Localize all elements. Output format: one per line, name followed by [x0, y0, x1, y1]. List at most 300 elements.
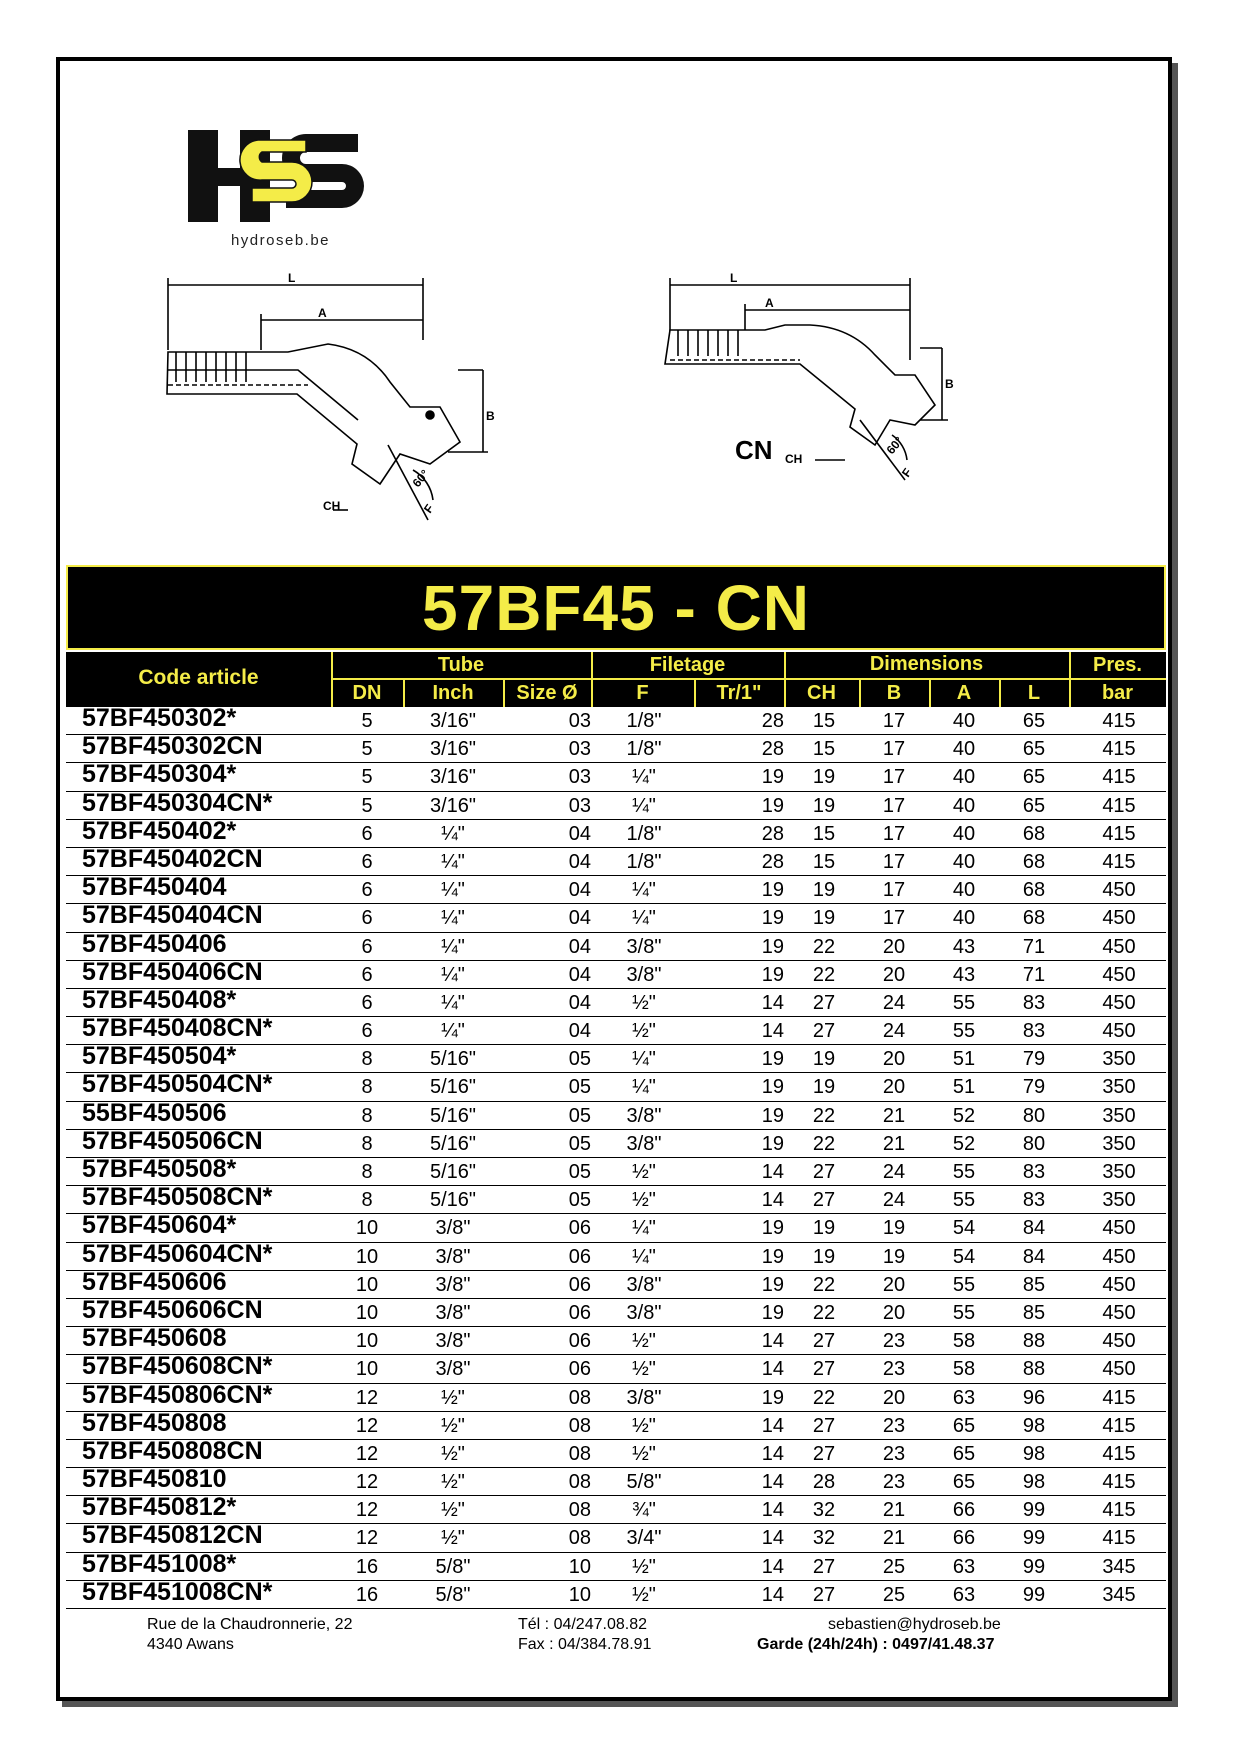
- dn-cell: 6: [361, 907, 373, 930]
- b-cell: 25: [882, 1583, 906, 1606]
- dn-cell: 10: [355, 1273, 379, 1296]
- size-cell: 10: [568, 1583, 591, 1606]
- l-cell: 65: [1022, 766, 1046, 789]
- svg-text:F: F: [420, 501, 437, 516]
- a-cell: 40: [952, 738, 976, 761]
- size-cell: 06: [568, 1245, 591, 1268]
- inch-cell: ¼": [441, 907, 465, 930]
- table-row: [66, 873, 1166, 904]
- footer-garde: Garde (24h/24h) : 0497/41.48.37: [757, 1636, 995, 1653]
- b-cell: 20: [882, 963, 906, 986]
- svg-text:A: A: [318, 306, 327, 320]
- inch-cell: 3/16": [429, 738, 477, 761]
- inch-cell: ¼": [441, 879, 465, 902]
- dn-cell: 5: [361, 794, 373, 817]
- l-cell: 68: [1022, 850, 1046, 873]
- a-cell: 58: [952, 1358, 976, 1381]
- l-cell: 71: [1022, 963, 1046, 986]
- size-cell: 08: [568, 1471, 591, 1494]
- inch-cell: ¼": [441, 822, 465, 845]
- dn-cell: 8: [361, 1132, 373, 1155]
- bar-cell: 415: [1102, 1442, 1136, 1465]
- code-cell: 57BF450302CN: [82, 732, 263, 761]
- l-cell: 98: [1022, 1442, 1046, 1465]
- a-cell: 40: [952, 879, 976, 902]
- table-row: [66, 1126, 1166, 1158]
- code-cell: 57BF450304CN*: [82, 788, 273, 817]
- a-cell: 54: [952, 1245, 976, 1268]
- b-cell: 24: [882, 1189, 906, 1212]
- dn-cell: 8: [361, 1104, 373, 1127]
- inch-cell: 5/16": [429, 1189, 477, 1212]
- dn-cell: 10: [355, 1330, 379, 1353]
- ch-cell: 22: [812, 935, 836, 958]
- ch-cell: 19: [812, 766, 836, 789]
- dn-cell: 8: [361, 1161, 373, 1183]
- l-cell: 65: [1022, 710, 1046, 732]
- bar-cell: 450: [1102, 1020, 1136, 1043]
- code-cell: 57BF450406CN: [82, 957, 263, 986]
- dn-cell: 6: [361, 935, 373, 958]
- l-cell: 88: [1022, 1330, 1046, 1353]
- code-cell: 57BF450812CN: [82, 1521, 263, 1550]
- tr-cell: 28: [761, 822, 784, 845]
- inch-cell: 3/8": [435, 1301, 471, 1324]
- ch-cell: 15: [812, 738, 836, 761]
- code-cell: 57BF450608CN*: [82, 1352, 273, 1381]
- size-cell: 04: [568, 963, 591, 986]
- table-row: [66, 1380, 1166, 1412]
- tr-cell: 19: [761, 963, 784, 986]
- bar-cell: 350: [1102, 1048, 1136, 1071]
- tr-cell: 19: [761, 1245, 784, 1268]
- size-cell: 05: [568, 1189, 591, 1212]
- a-cell: 51: [952, 1048, 976, 1071]
- tr-cell: 14: [761, 1189, 784, 1212]
- table-row: [66, 1521, 1166, 1552]
- bar-cell: 415: [1102, 1471, 1136, 1494]
- inch-cell: 5/16": [429, 1132, 477, 1155]
- tr-cell: 14: [761, 1330, 784, 1353]
- a-cell: 40: [952, 794, 976, 817]
- ch-cell: 27: [812, 1583, 836, 1606]
- size-cell: 04: [568, 850, 591, 873]
- l-cell: 84: [1022, 1217, 1046, 1240]
- size-cell: 06: [568, 1301, 591, 1324]
- l-cell: 99: [1022, 1583, 1046, 1606]
- size-cell: 06: [568, 1273, 591, 1296]
- tr-cell: 19: [761, 935, 784, 958]
- l-cell: 99: [1022, 1555, 1046, 1578]
- b-cell: 17: [882, 879, 906, 902]
- ch-cell: 19: [812, 1245, 836, 1268]
- bar-cell: 415: [1102, 794, 1136, 817]
- cn-variant-label: CN: [735, 435, 773, 465]
- code-cell: 57BF450402*: [82, 816, 237, 845]
- table-row: [66, 1155, 1166, 1186]
- table-row: [66, 929, 1166, 961]
- inch-cell: 5/16": [429, 1048, 477, 1071]
- a-cell: 55: [952, 1161, 976, 1183]
- f-cell: 3/8": [626, 963, 662, 986]
- table-row: [66, 1493, 1166, 1524]
- size-cell: 05: [568, 1104, 591, 1127]
- bar-cell: 450: [1102, 1245, 1136, 1268]
- bar-cell: 350: [1102, 1076, 1136, 1099]
- product-table-body: [66, 704, 1166, 1609]
- ch-cell: 19: [812, 1048, 836, 1071]
- tr-cell: 19: [761, 907, 784, 930]
- code-cell: 57BF450806CN*: [82, 1380, 273, 1409]
- ch-cell: 22: [812, 1301, 836, 1324]
- code-cell: 57BF450604CN*: [82, 1239, 273, 1268]
- size-cell: 03: [568, 710, 591, 732]
- inch-cell: 5/16": [429, 1076, 477, 1099]
- l-cell: 68: [1022, 879, 1046, 902]
- bar-cell: 350: [1102, 1104, 1136, 1127]
- footer-tel: Tél : 04/247.08.82: [518, 1616, 647, 1633]
- inch-cell: ¼": [441, 1020, 465, 1043]
- tr-cell: 19: [761, 879, 784, 902]
- inch-cell: 3/8": [435, 1217, 471, 1240]
- bar-cell: 415: [1102, 850, 1136, 873]
- b-cell: 17: [882, 710, 906, 732]
- bar-cell: 450: [1102, 1217, 1136, 1240]
- b-cell: 20: [882, 1301, 906, 1324]
- f-cell: ½": [632, 1414, 656, 1437]
- table-row: [66, 1183, 1166, 1214]
- ch-cell: 22: [812, 1273, 836, 1296]
- l-cell: 71: [1022, 935, 1046, 958]
- tr-cell: 14: [761, 1161, 784, 1183]
- f-cell: 3/8": [626, 1301, 662, 1324]
- table-row: [66, 816, 1166, 848]
- header-l: L: [1027, 682, 1041, 704]
- header-tr: Tr/1": [716, 682, 762, 704]
- header-f: F: [636, 682, 649, 704]
- table-row: [66, 1014, 1166, 1045]
- dn-cell: 6: [361, 822, 373, 845]
- f-cell: ¼": [632, 766, 656, 789]
- f-cell: ½": [632, 1161, 656, 1183]
- table-row: [66, 1549, 1166, 1581]
- code-cell: 57BF450404: [82, 873, 227, 902]
- b-cell: 17: [882, 738, 906, 761]
- tr-cell: 19: [761, 1217, 784, 1240]
- bar-cell: 450: [1102, 963, 1136, 986]
- code-cell: 57BF450408*: [82, 985, 237, 1014]
- size-cell: 04: [568, 935, 591, 958]
- a-cell: 43: [952, 935, 976, 958]
- b-cell: 24: [882, 991, 906, 1014]
- ch-cell: 27: [812, 1358, 836, 1381]
- bar-cell: 450: [1102, 879, 1136, 902]
- a-cell: 55: [952, 991, 976, 1014]
- code-cell: 57BF450606: [82, 1267, 227, 1296]
- size-cell: 06: [568, 1358, 591, 1381]
- l-cell: 84: [1022, 1245, 1046, 1268]
- dn-cell: 10: [355, 1245, 379, 1268]
- ch-cell: 32: [812, 1499, 836, 1522]
- tr-cell: 14: [761, 1442, 784, 1465]
- table-row: [66, 1239, 1166, 1271]
- a-cell: 54: [952, 1217, 976, 1240]
- ch-cell: 27: [812, 1414, 836, 1437]
- ch-cell: 22: [812, 1132, 836, 1155]
- svg-text:B: B: [486, 409, 495, 423]
- l-cell: 80: [1022, 1104, 1046, 1127]
- inch-cell: 5/8": [435, 1583, 471, 1606]
- svg-text:60°: 60°: [883, 434, 906, 457]
- ch-cell: 27: [812, 1161, 836, 1183]
- header-b: B: [886, 682, 902, 704]
- f-cell: 1/8": [626, 850, 662, 873]
- f-cell: ½": [632, 1555, 656, 1578]
- tr-cell: 19: [761, 766, 784, 789]
- f-cell: ¼": [632, 1245, 656, 1268]
- b-cell: 20: [882, 1386, 906, 1409]
- f-cell: ¼": [632, 879, 656, 902]
- b-cell: 23: [882, 1330, 906, 1353]
- l-cell: 83: [1022, 991, 1046, 1014]
- ch-cell: 22: [812, 1386, 836, 1409]
- a-cell: 55: [952, 1020, 976, 1043]
- b-cell: 21: [882, 1104, 906, 1127]
- code-cell: 57BF450406: [82, 929, 227, 958]
- a-cell: 58: [952, 1330, 976, 1353]
- svg-text:CH: CH: [323, 499, 341, 513]
- dn-cell: 16: [355, 1555, 379, 1578]
- ch-cell: 22: [812, 1104, 836, 1127]
- b-cell: 23: [882, 1442, 906, 1465]
- b-cell: 20: [882, 1273, 906, 1296]
- inch-cell: 3/16": [429, 710, 477, 732]
- code-cell: 57BF450508CN*: [82, 1183, 273, 1212]
- header-code-article: Code article: [138, 666, 259, 689]
- f-cell: ½": [632, 991, 656, 1014]
- size-cell: 05: [568, 1132, 591, 1155]
- b-cell: 21: [882, 1132, 906, 1155]
- a-cell: 52: [952, 1104, 976, 1127]
- tr-cell: 14: [761, 1555, 784, 1578]
- f-cell: ¼": [632, 1217, 656, 1240]
- b-cell: 20: [882, 935, 906, 958]
- dn-cell: 6: [361, 963, 373, 986]
- bar-cell: 350: [1102, 1132, 1136, 1155]
- l-cell: 96: [1022, 1386, 1046, 1409]
- b-cell: 23: [882, 1414, 906, 1437]
- table-row: [66, 1098, 1166, 1130]
- table-row: [66, 1070, 1166, 1101]
- size-cell: 06: [568, 1330, 591, 1353]
- f-cell: ¾": [632, 1499, 656, 1522]
- f-cell: ½": [632, 1442, 656, 1465]
- a-cell: 40: [952, 822, 976, 845]
- bar-cell: 415: [1102, 766, 1136, 789]
- table-row: [66, 1324, 1166, 1355]
- inch-cell: 5/16": [429, 1104, 477, 1127]
- footer-email: sebastien@hydroseb.be: [828, 1616, 1001, 1633]
- table-row: [66, 1577, 1166, 1609]
- f-cell: 1/8": [626, 738, 662, 761]
- f-cell: 3/8": [626, 935, 662, 958]
- header-inch: Inch: [432, 682, 474, 704]
- size-cell: 05: [568, 1076, 591, 1099]
- ch-cell: 28: [812, 1471, 836, 1494]
- inch-cell: ¼": [441, 991, 465, 1014]
- ch-cell: 27: [812, 1330, 836, 1353]
- b-cell: 23: [882, 1471, 906, 1494]
- b-cell: 25: [882, 1555, 906, 1578]
- b-cell: 17: [882, 766, 906, 789]
- size-cell: 10: [568, 1555, 591, 1578]
- dn-cell: 6: [361, 879, 373, 902]
- f-cell: ½": [632, 1358, 656, 1381]
- a-cell: 43: [952, 963, 976, 986]
- header-a: A: [956, 682, 972, 704]
- tr-cell: 19: [761, 1048, 784, 1071]
- size-cell: 04: [568, 879, 591, 902]
- dn-cell: 5: [361, 738, 373, 761]
- l-cell: 99: [1022, 1499, 1046, 1522]
- l-cell: 80: [1022, 1132, 1046, 1155]
- f-cell: ½": [632, 1020, 656, 1043]
- tr-cell: 14: [761, 1471, 784, 1494]
- l-cell: 99: [1022, 1527, 1046, 1550]
- table-row: [66, 957, 1166, 989]
- tr-cell: 14: [761, 1414, 784, 1437]
- ch-cell: 27: [812, 1020, 836, 1043]
- bar-cell: 450: [1102, 1273, 1136, 1296]
- l-cell: 79: [1022, 1048, 1046, 1071]
- size-cell: 04: [568, 907, 591, 930]
- table-row: [66, 1042, 1166, 1073]
- fitting-drawing-right: [660, 270, 1020, 500]
- inch-cell: ¼": [441, 850, 465, 873]
- table-row: [66, 1267, 1166, 1299]
- ch-cell: 15: [812, 850, 836, 873]
- table-row: [66, 901, 1166, 932]
- dn-cell: 6: [361, 1020, 373, 1043]
- dn-cell: 6: [361, 850, 373, 873]
- b-cell: 17: [882, 794, 906, 817]
- bar-cell: 450: [1102, 1301, 1136, 1324]
- code-cell: 57BF450608: [82, 1324, 227, 1353]
- inch-cell: ¼": [441, 963, 465, 986]
- header-dn: DN: [352, 682, 382, 704]
- table-row: [66, 1465, 1166, 1496]
- f-cell: ¼": [632, 1048, 656, 1071]
- svg-text:CH: CH: [785, 452, 803, 466]
- table-row: [66, 704, 1166, 735]
- b-cell: 23: [882, 1358, 906, 1381]
- table-row: [66, 1408, 1166, 1440]
- tr-cell: 19: [761, 1132, 784, 1155]
- dn-cell: 16: [355, 1583, 379, 1606]
- table-row: [66, 1436, 1166, 1468]
- dn-cell: 10: [355, 1358, 379, 1381]
- inch-cell: ½": [441, 1471, 465, 1494]
- size-cell: 05: [568, 1048, 591, 1071]
- dn-cell: 5: [361, 710, 373, 732]
- tr-cell: 19: [761, 1076, 784, 1099]
- b-cell: 21: [882, 1527, 906, 1550]
- bar-cell: 415: [1102, 1386, 1136, 1409]
- header-tube: Tube: [437, 654, 485, 676]
- l-cell: 98: [1022, 1414, 1046, 1437]
- inch-cell: 3/8": [435, 1330, 471, 1353]
- f-cell: 3/8": [626, 1104, 662, 1127]
- a-cell: 51: [952, 1076, 976, 1099]
- size-cell: 04: [568, 822, 591, 845]
- l-cell: 85: [1022, 1273, 1046, 1296]
- inch-cell: 3/16": [429, 766, 477, 789]
- footer-address-city: 4340 Awans: [147, 1636, 234, 1653]
- code-cell: 57BF450402CN: [82, 844, 263, 873]
- tr-cell: 14: [761, 1583, 784, 1606]
- ch-cell: 27: [812, 1189, 836, 1212]
- b-cell: 17: [882, 907, 906, 930]
- size-cell: 08: [568, 1442, 591, 1465]
- size-cell: 05: [568, 1161, 591, 1183]
- size-cell: 08: [568, 1499, 591, 1522]
- code-cell: 57BF450304*: [82, 760, 237, 789]
- bar-cell: 415: [1102, 1527, 1136, 1550]
- logo-text: hydroseb.be: [230, 232, 331, 249]
- dn-cell: 8: [361, 1076, 373, 1099]
- inch-cell: ½": [441, 1527, 465, 1550]
- b-cell: 24: [882, 1161, 906, 1183]
- inch-cell: 5/16": [429, 1161, 477, 1183]
- size-cell: 03: [568, 766, 591, 789]
- l-cell: 88: [1022, 1358, 1046, 1381]
- inch-cell: 3/8": [435, 1273, 471, 1296]
- table-row: [66, 1211, 1166, 1242]
- l-cell: 65: [1022, 738, 1046, 761]
- a-cell: 63: [952, 1386, 976, 1409]
- b-cell: 19: [882, 1245, 906, 1268]
- inch-cell: ½": [441, 1442, 465, 1465]
- a-cell: 55: [952, 1273, 976, 1296]
- a-cell: 66: [952, 1499, 976, 1522]
- a-cell: 40: [952, 850, 976, 873]
- table-header: [66, 652, 1166, 707]
- code-cell: 55BF450506: [82, 1098, 227, 1127]
- inch-cell: ½": [441, 1414, 465, 1437]
- l-cell: 65: [1022, 794, 1046, 817]
- svg-text:A: A: [765, 296, 774, 310]
- f-cell: 3/8": [626, 1386, 662, 1409]
- l-cell: 83: [1022, 1161, 1046, 1183]
- l-cell: 79: [1022, 1076, 1046, 1099]
- size-cell: 03: [568, 738, 591, 761]
- ch-cell: 19: [812, 794, 836, 817]
- size-cell: 08: [568, 1527, 591, 1550]
- ch-cell: 15: [812, 822, 836, 845]
- l-cell: 68: [1022, 822, 1046, 845]
- dn-cell: 12: [355, 1414, 379, 1437]
- l-cell: 68: [1022, 907, 1046, 930]
- svg-text:L: L: [288, 271, 296, 285]
- l-cell: 98: [1022, 1471, 1046, 1494]
- a-cell: 65: [952, 1414, 976, 1437]
- bar-cell: 450: [1102, 907, 1136, 930]
- f-cell: 3/8": [626, 1132, 662, 1155]
- table-row: [66, 985, 1166, 1017]
- header-ch: CH: [807, 682, 836, 704]
- fitting-drawing-left: [158, 270, 528, 540]
- ch-cell: 19: [812, 1076, 836, 1099]
